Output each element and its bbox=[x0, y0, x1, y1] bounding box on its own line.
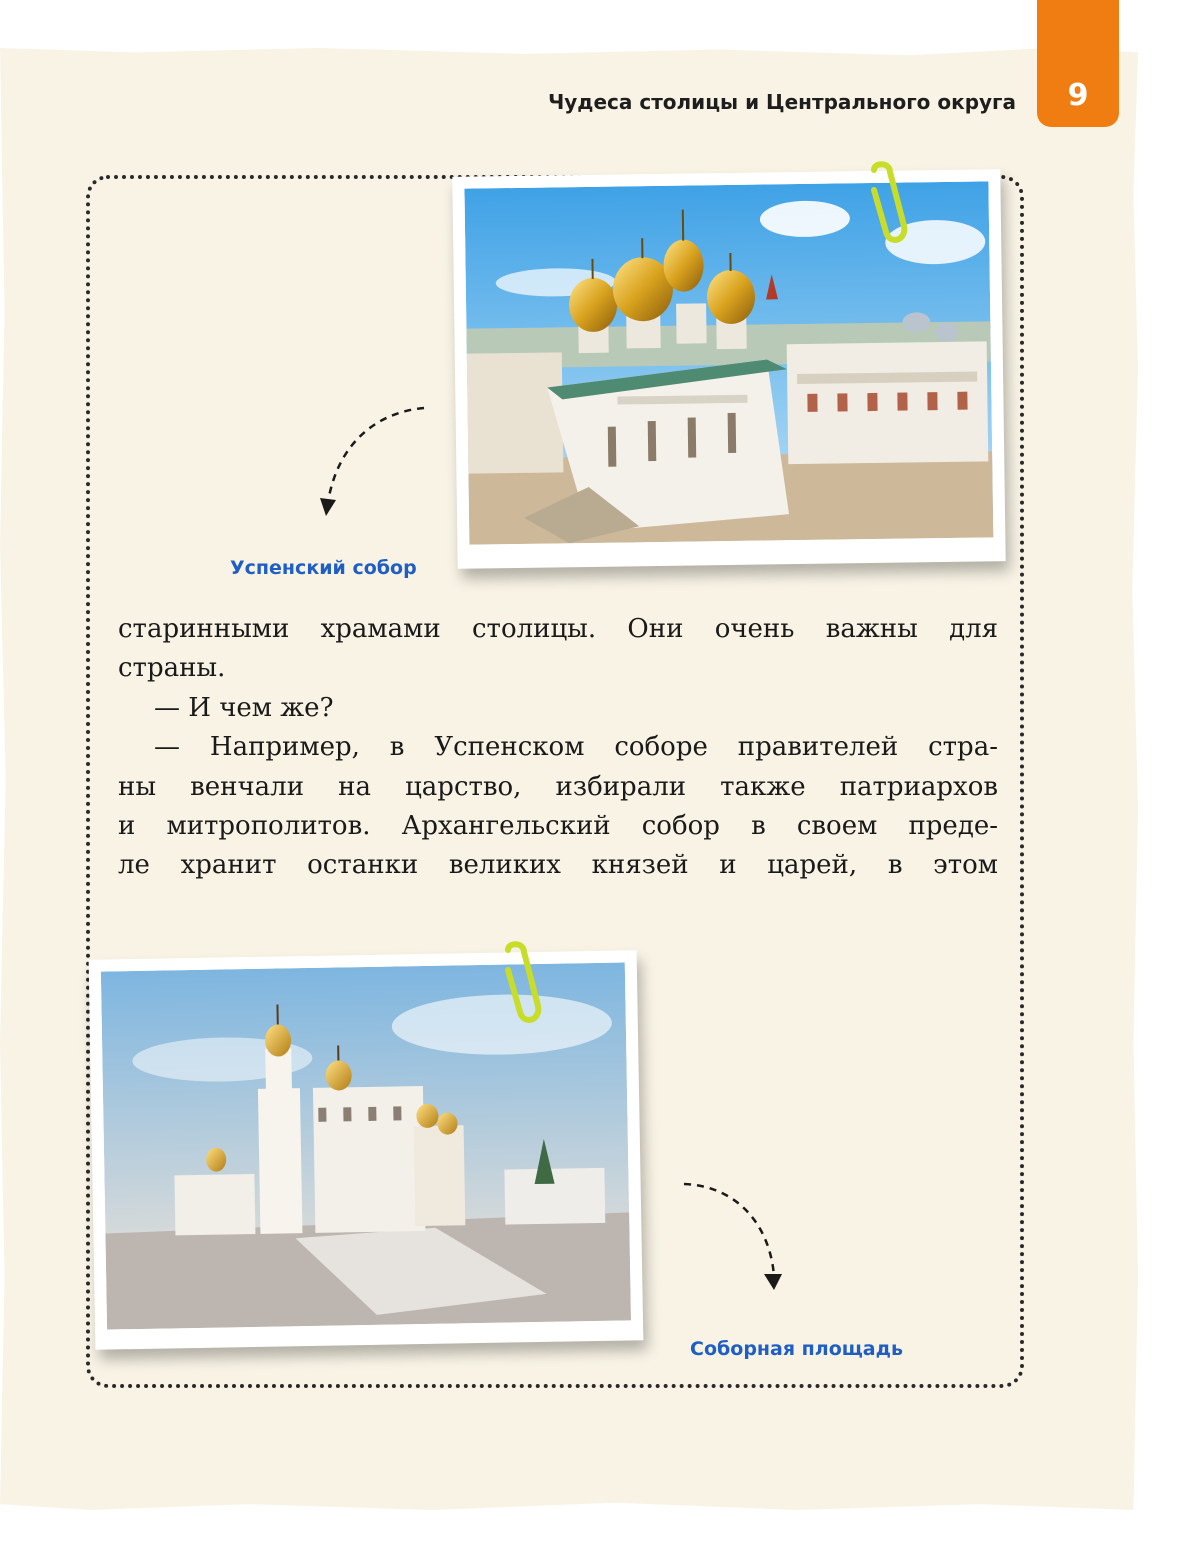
text-line: и митрополитов. Архангельский собор в своем преде- bbox=[118, 811, 998, 842]
paperclip-icon bbox=[494, 940, 554, 1026]
uspensky-cathedral-photo bbox=[452, 169, 1005, 569]
text-line: страны. bbox=[118, 653, 226, 684]
text-line: — И чем же? bbox=[154, 692, 334, 723]
text-line: старинными храмами столицы. Они очень важны для bbox=[118, 614, 998, 644]
sobornaya-square-photo bbox=[89, 950, 644, 1350]
text-line: ле хранит останки великих князей и царей, в этом bbox=[118, 850, 998, 881]
uspensky-caption: Успенский собор bbox=[230, 557, 417, 579]
dashed-arrow-icon bbox=[318, 402, 430, 522]
sobornaya-caption: Соборная площадь bbox=[690, 1338, 903, 1360]
page-number: 9 bbox=[1067, 78, 1089, 113]
body-text bbox=[118, 610, 998, 886]
text-line: ны венчали на царство, избирали также патриархов bbox=[118, 771, 998, 802]
paperclip-icon bbox=[860, 160, 920, 246]
running-head: Чудеса столицы и Центрального округа bbox=[548, 90, 1016, 114]
dashed-arrow-icon bbox=[678, 1176, 790, 1296]
text-line: — Например, в Успенском соборе правителей стра- bbox=[154, 732, 998, 763]
